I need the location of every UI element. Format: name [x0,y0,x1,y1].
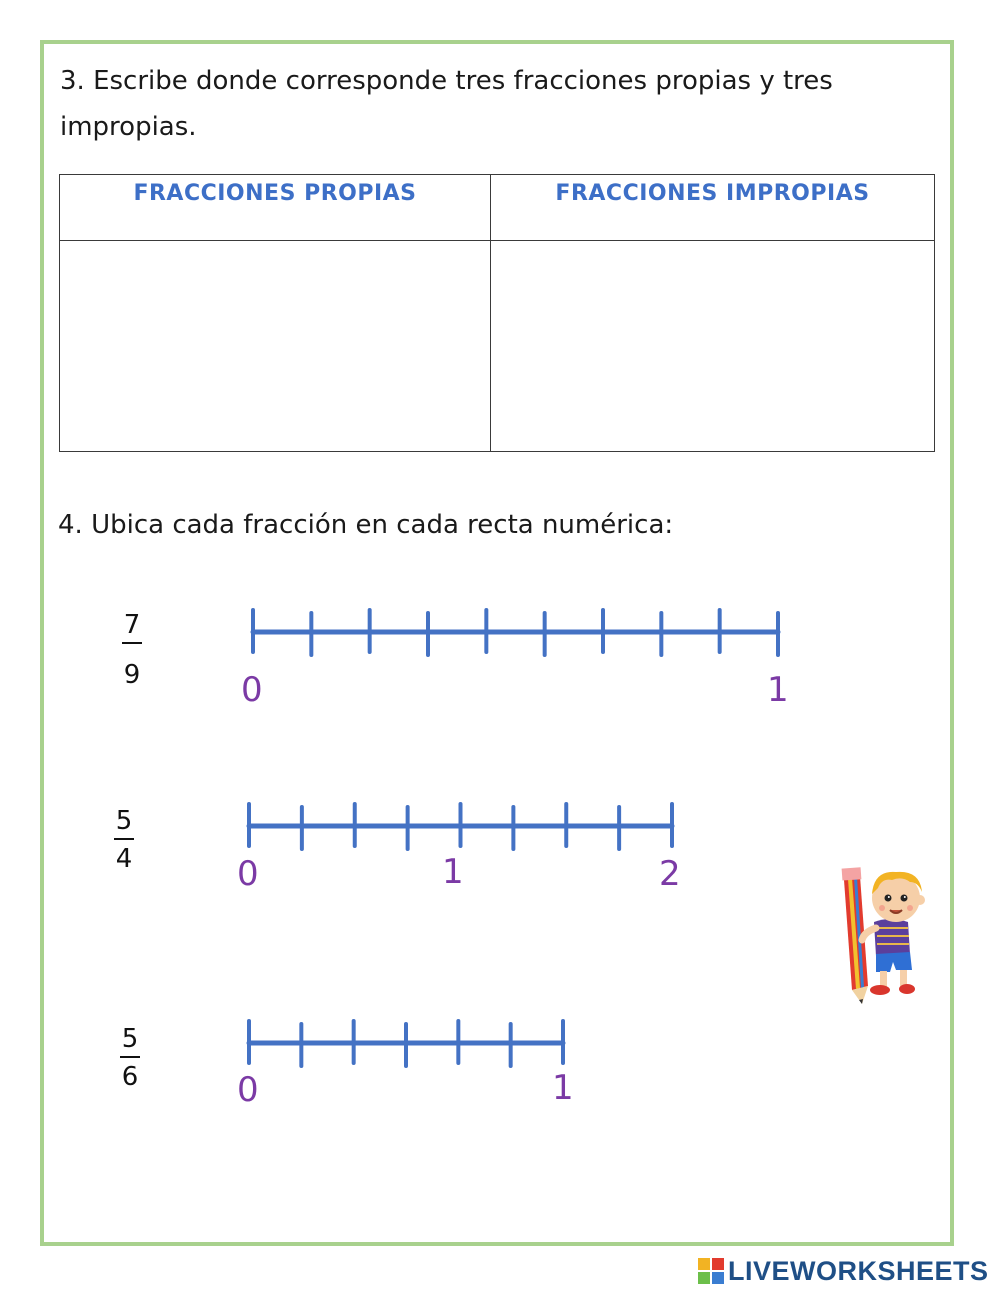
fraction-numerator: 5 [115,806,133,836]
liveworksheets-brand[interactable] [698,1256,989,1286]
line-2-end-label: 2 [659,854,681,894]
line-2-start-label: 0 [237,854,259,894]
fraction-numerator: 7 [123,610,141,640]
fraction-denominator: 4 [115,844,133,874]
line-3-start-label: 0 [237,1070,259,1110]
line-1-end-label: 1 [767,670,789,710]
question-3-text: 3. Escribe donde corresponde tres fracciones propias y tres impropias. [60,66,833,142]
line-3-end-label: 1 [552,1068,574,1108]
liveworksheets-logo-icon [698,1258,724,1284]
boy-with-pencil-icon [830,858,950,1008]
question-4-text: 4. Ubica cada fracción en cada recta numérica: [58,510,674,540]
fraction-numerator: 5 [121,1024,139,1054]
line-1-start-label: 0 [241,670,263,710]
header-improper-fractions: FRACCIONES IMPROPIAS [491,175,935,241]
fraction-denominator: 9 [123,660,141,690]
line-2-mid-label: 1 [442,852,464,892]
number-line-2[interactable] [249,804,672,849]
number-line-3[interactable] [249,1021,563,1066]
fraction-denominator: 6 [121,1062,139,1092]
header-proper-fractions: FRACCIONES PROPIAS [60,175,491,241]
number-line-1[interactable] [253,610,778,655]
brand-name: LIVEWORKSHEETS [728,1255,989,1286]
